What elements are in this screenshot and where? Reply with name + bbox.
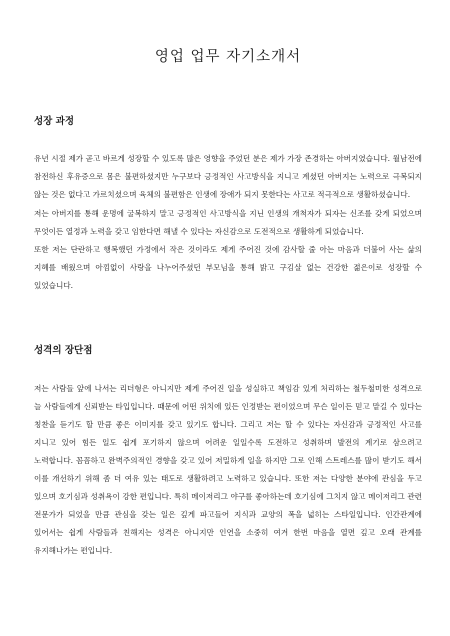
section-heading-strengths-weaknesses: 성격의 장단점 — [34, 344, 93, 356]
document-title: 영업 업무 자기소개서 — [154, 49, 302, 65]
growth-paragraph-3: 또한 저는 단란하고 행복했던 가정에서 작은 것이라도 제게 주어진 것에 감사할 줄 아는 마음과 더불어 사는 삶의 지혜를 배웠으며 아낌없이 사랑을 나누어주셨던 부모님을 통해 밝고 구김살 없는 건강한 젊은이로 성장할 수 있었습니다. — [34, 245, 422, 291]
growth-paragraph-2: 저는 아버지를 통해 운명에 굴복하지 말고 긍정적인 사고방식을 지닌 인생의 개척자가 되자는 신조를 갖게 되었으며 무엇이든 열정과 노력을 갖고 임한다면 해낼 수 있다는 자신감으로 도전적으로 생활하게 되었습니다. — [34, 208, 422, 236]
section-heading-growth: 성장 과정 — [34, 116, 75, 127]
section-strengths-weaknesses — [34, 345, 422, 561]
growth-paragraph-1: 유년 시절 제가 곧고 바르게 성장할 수 있도록 많은 영향을 주었던 분은 제가 가장 존경하는 아버지였습니다. 월남전에 참전하신 후유증으로 몸은 불편하셨지만 누구보다 긍정적인 사고방식을 지니고 계셨던 아버지는 노력으로 극복되지 않는 것은 없다고 가르치셨으며 육체의 불편함은 인생에 장애가 되지 못한다는 사고로 적극적으로 생활하셨습니다. — [34, 154, 422, 200]
section-growth — [34, 116, 422, 296]
section-body-strengths-weaknesses — [34, 380, 422, 561]
strengths-paragraph-1: 저는 사람들 앞에 나서는 리더형은 아니지만 제게 주어진 일을 성실하고 책임감 있게 처리하는 철두철미한 성격으로 늘 사람들에게 신뢰받는 타입입니다. 때문에 어떤 위치에 있든 인정받는 편이었으며 무슨 일이든 믿고 맡길 수 있다는 칭찬을 듣기도 할 만큼 좋은 이미지를 갖고 있기도 합니다. 그리고 저는 할 수 있다는 자신감과 긍정적인 사고를 지니고 있어 힘든 일도 쉽게 포기하지 않으며 어려운 일일수록 도전하고 성취하며 발전의 계기로 삼으려고 노력합니다. 꼼꼼하고 완벽주의적인 경향을 갖고 있어 저밀하게 일을 하지만 그로 인해 스트레스를 많이 받기도 해서 이를 개선하기 위해 좀 더 여유 있는 태도로 생활하려고 노력하고 있습니다. 또한 저는 다양한 분야에 관심을 두고 있으며 호기심과 성취욕이 강한 편입니다. 특히 메이저리그 야구를 좋아하는데 호기심에 그치지 않고 메이저리그 관련 전문가가 되었을 만큼 관심을 갖는 일은 깊게 파고들어 지식과 교양의 폭을 넓히는 스타일입니다. 인간관계에 있어서는 쉽게 사람들과 친해지는 성격은 아니지만 인연을 소중히 여겨 한번 마음을 열면 깊고 오래 관계를 유지해나가는 편입니다. — [34, 383, 422, 556]
section-body-growth — [34, 150, 422, 296]
